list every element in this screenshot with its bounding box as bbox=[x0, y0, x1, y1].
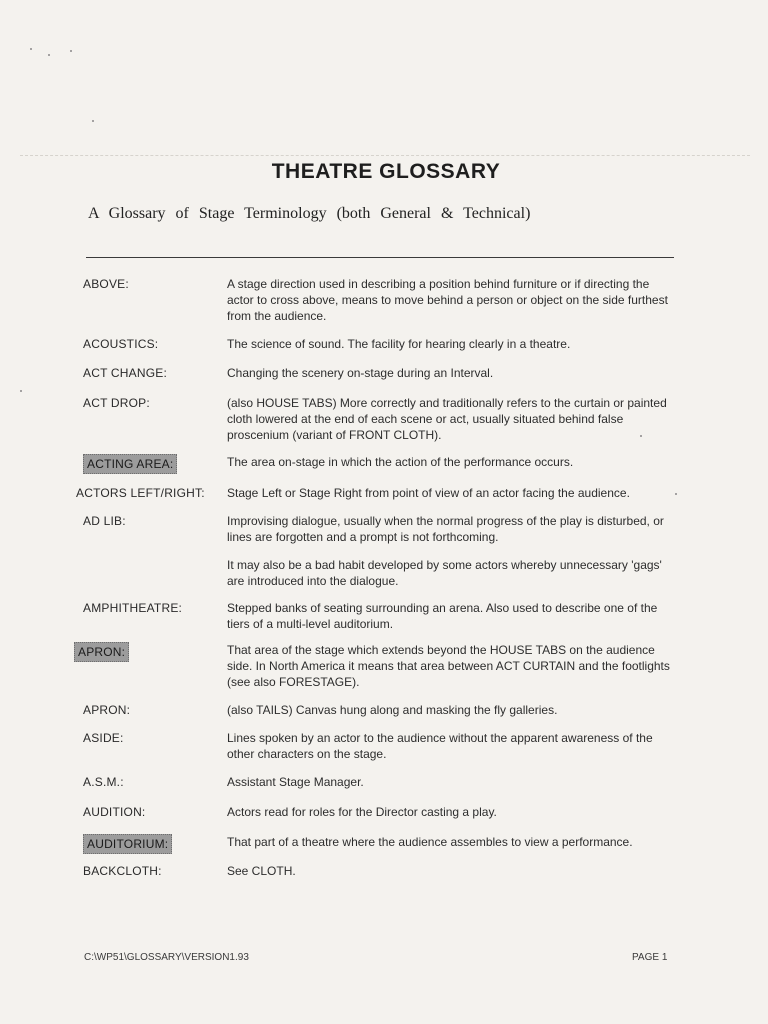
glossary-definition bbox=[227, 774, 677, 790]
definition-paragraph: Improvising dialogue, usually when the normal progress of the play is disturbed, or lines are forgotten and a prompt is not forthcoming. bbox=[227, 514, 664, 544]
glossary-term: ABOVE: bbox=[83, 277, 129, 291]
glossary-definition bbox=[227, 365, 677, 381]
glossary-term: AMPHITHEATRE: bbox=[83, 601, 183, 615]
glossary-definition bbox=[227, 863, 677, 879]
glossary-term-highlighted: AUDITORIUM: bbox=[83, 834, 172, 854]
definition-paragraph: (also HOUSE TABS) More correctly and traditionally refers to the curtain or painted cloth lowered at the end of each scene or act, usually situated behind false proscenium (variant of FRONT CLOTH). bbox=[227, 396, 667, 442]
definition-paragraph: Changing the scenery on-stage during an Interval. bbox=[227, 366, 494, 380]
glossary-term: AD LIB: bbox=[83, 514, 126, 528]
glossary-term: ASIDE: bbox=[83, 731, 124, 745]
glossary-term: APRON: bbox=[83, 703, 131, 717]
definition-paragraph: A stage direction used in describing a position behind furniture or if directing the actor to cross above, means to move behind a person or object on the side furthest from the audience. bbox=[227, 277, 668, 323]
definition-paragraph: Assistant Stage Manager. bbox=[227, 775, 364, 789]
glossary-term: BACKCLOTH: bbox=[83, 864, 162, 878]
glossary-definition bbox=[227, 454, 677, 470]
glossary-term: A.S.M.: bbox=[83, 775, 124, 789]
definition-paragraph: That area of the stage which extends beyond the HOUSE TABS on the audience side. In North America it means that area between ACT CURTAIN and the footlights (see also FORESTAGE). bbox=[227, 643, 670, 689]
page-subtitle: A Glossary of Stage Terminology (both General & Technical) bbox=[88, 205, 531, 222]
glossary-definition bbox=[227, 485, 677, 501]
glossary-term: ACT CHANGE: bbox=[83, 366, 167, 380]
definition-paragraph: The science of sound. The facility for hearing clearly in a theatre. bbox=[227, 337, 571, 351]
page-number: PAGE 1 bbox=[632, 952, 668, 963]
glossary-term-highlighted: ACTING AREA: bbox=[83, 454, 177, 474]
glossary-definition bbox=[227, 834, 677, 850]
glossary-term: AUDITION: bbox=[83, 805, 146, 819]
glossary-definition bbox=[227, 513, 677, 589]
definition-paragraph: Lines spoken by an actor to the audience without the apparent awareness of the other characters on the stage. bbox=[227, 731, 653, 761]
glossary-term: ACOUSTICS: bbox=[83, 337, 159, 351]
glossary-definition bbox=[227, 600, 677, 632]
glossary-definition bbox=[227, 702, 677, 718]
definition-paragraph: Actors read for roles for the Director casting a play. bbox=[227, 805, 497, 819]
definition-paragraph: See CLOTH. bbox=[227, 864, 296, 878]
glossary-definition bbox=[227, 642, 677, 690]
glossary-term-highlighted: APRON: bbox=[74, 642, 129, 662]
glossary-definition bbox=[227, 804, 677, 820]
definition-paragraph: It may also be a bad habit developed by some actors whereby unnecessary 'gags' are introduced into the dialogue. bbox=[227, 558, 662, 588]
page-title: THEATRE GLOSSARY bbox=[271, 160, 501, 183]
definition-paragraph: Stepped banks of seating surrounding an arena. Also used to describe one of the tiers of a multi-level auditorium. bbox=[227, 601, 658, 631]
glossary-term: ACT DROP: bbox=[83, 396, 150, 410]
file-path-footer: C:\WP51\GLOSSARY\VERSION1.93 bbox=[84, 952, 249, 963]
glossary-definition bbox=[227, 395, 677, 443]
glossary-definition bbox=[227, 730, 677, 762]
glossary-definition bbox=[227, 276, 677, 324]
glossary-definition bbox=[227, 336, 677, 352]
definition-paragraph: (also TAILS) Canvas hung along and masking the fly galleries. bbox=[227, 703, 558, 717]
glossary-term: ACTORS LEFT/RIGHT: bbox=[76, 486, 205, 500]
definition-paragraph: Stage Left or Stage Right from point of view of an actor facing the audience. bbox=[227, 486, 630, 500]
definition-paragraph: That part of a theatre where the audience assembles to view a performance. bbox=[227, 835, 633, 849]
definition-paragraph: The area on-stage in which the action of the performance occurs. bbox=[227, 455, 574, 469]
